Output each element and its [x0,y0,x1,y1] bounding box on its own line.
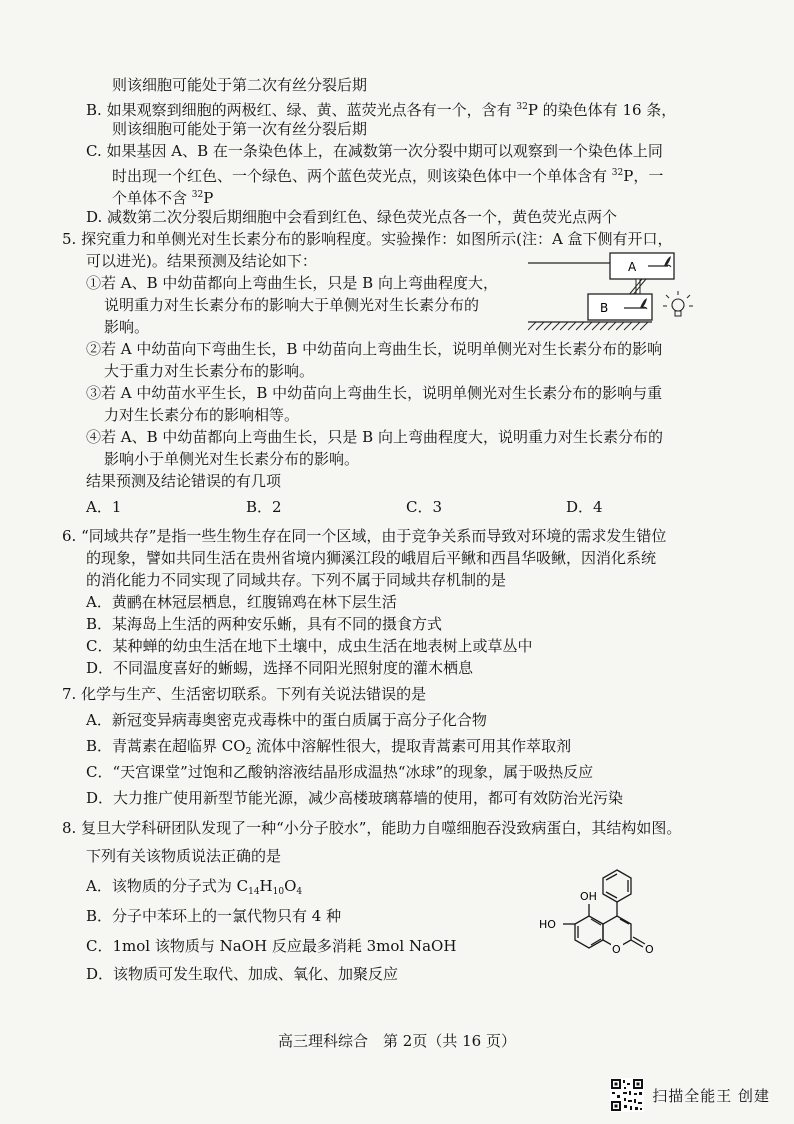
q5-statement-2-line-2: 大于重力对生长素分布的影响。 [104,362,315,380]
hydroxyl-top-label: OH [580,890,597,903]
q5-ground-hatch [528,322,652,330]
q4-option-d: D. 减数第二次分裂后期细胞中会看到红色、绿色荧光点各一个，黄色荧光点两个 [86,208,618,226]
q4-option-c-line-2: 时出现一个红色、一个绿色、两个蓝色荧光点，则该染色体中一个单体含有 $^{32}$P，一 [112,167,664,185]
q5-statement-4-line-2: 影响小于单侧光对生长素分布的影响。 [104,450,360,468]
q5-statement-1-line-1: ①若 A、B 中幼苗都向上弯曲生长，只是 B 向上弯曲程度大， [86,274,498,292]
q7-option-d: D．大力推广使用新型节能光源，减少高楼玻璃幕墙的使用，都可有效防治光污染 [86,789,624,807]
page-footer: 高三理科综合 第 2页（共 16 页） [278,1032,516,1050]
ketone-oxygen-label: O [645,943,654,956]
q8-option-c: C．1mol 该物质与 NaOH 反应最多消耗 3mol NaOH [86,937,457,955]
q5-box-b-label: B [600,301,609,315]
q4-option-a-continuation: 则该细胞可能处于第二次有丝分裂后期 [112,76,368,94]
q7-option-b: B．青蒿素在超临界 $CO_2$ 流体中溶解性很大，提取青蒿素可用其作萃取剂 [86,737,572,757]
q8-option-d: D．该物质可发生取代、加成、氧化、加聚反应 [86,965,399,983]
q6-option-a: A．黄鹂在林冠层栖息，红腹锦鸡在林下层生活 [86,593,397,611]
q7-option-a: A．新冠变异病毒奥密克戎毒株中的蛋白质属于高分子化合物 [86,711,487,729]
q5-statement-4-line-1: ④若 A、B 中幼苗都向上弯曲生长，只是 B 向上弯曲程度大，说明重力对生长素分布的 [86,428,663,446]
q5-option-c: C．3 [406,498,443,516]
benzo-ring [575,916,603,948]
q8-stem-line-1: 8. 复旦大学科研团队发现了一种“小分子胶水”，能助力自噬细胞吞没致病蛋白，其结构如图。 [62,819,682,837]
q5-box-a-label: A [628,260,637,274]
q8-stem-line-2: 下列有关该物质说法正确的是 [86,847,282,865]
q4-option-c-line-1: C. 如果基因 A、B 在一条染色体上，在减数第一次分裂中期可以观察到一个染色体上同 [86,142,663,160]
q5-option-b: B．2 [246,498,282,516]
scanner-label: 扫描全能王 创建 [652,1086,770,1105]
q6-option-c: C．某种蝉的幼虫生活在地下土壤中，成虫生活在地表树上或草丛中 [86,637,533,655]
scanner-watermark [610,1078,770,1112]
q4-option-c-line-3: 个单体不含 $^{32}$P [112,189,214,207]
q5-question: 结果预测及结论错误的有几项 [86,472,282,490]
q8-option-a: A．该物质的分子式为 $C_{14}H_{10}O_4$ [86,877,303,897]
phenyl-ring [603,870,631,902]
q4-option-b-line-2: 则该细胞可能处于第一次有丝分裂后期 [112,120,368,138]
q5-statement-1-line-2: 说明重力对生长素分布的影响大于单侧光对生长素分布的 [104,296,480,314]
q7-option-c: C．“天宫课堂”过饱和乙酸钠溶液结晶形成温热“冰球”的现象，属于吸热反应 [86,763,594,781]
q5-gravity-light-figure [528,250,718,334]
q8-chemical-structure [525,862,695,984]
q5-option-d: D．4 [566,498,603,516]
q5-statement-3-line-2: 力对生长素分布的影响相等。 [104,406,300,424]
ring-oxygen-label: O [612,943,621,956]
q5-statement-2-line-1: ②若 A 中幼苗向下弯曲生长，B 中幼苗向上弯曲生长，说明单侧光对生长素分布的影响 [86,340,663,358]
qr-code-icon [610,1078,644,1112]
q6-stem-line-3: 的消化能力不同实现了同域共存。下列不属于同域共存机制的是 [86,571,507,589]
q6-option-b: B．某海岛上生活的两种安乐蜥，具有不同的摄食方式 [86,615,443,633]
q5-statement-1-line-3: 影响。 [104,318,150,336]
q6-stem-line-2: 的现象，譬如共同生活在贵州省境内狮溪江段的峨眉后平鳅和西昌华吸鳅，因消化系统 [86,549,657,567]
q6-option-d: D．不同温度喜好的蜥蜴，选择不同阳光照射度的灌木栖息 [86,659,474,677]
q7-stem: 7. 化学与生产、生活密切联系。下列有关说法错误的是 [62,685,427,703]
q8-option-b: B．分子中苯环上的一氯代物只有 4 种 [86,907,342,925]
q5-stem-line-2: 可以进光)。结果预测及结论如下： [86,252,317,270]
lightbulb-icon [663,291,693,316]
q5-statement-3-line-1: ③若 A 中幼苗水平生长，B 中幼苗向上弯曲生长，说明单侧光对生长素分布的影响与重 [86,384,663,402]
q5-stem-line-1: 5. 探究重力和单侧光对生长素分布的影响程度。实验操作：如图所示(注：A 盒下侧有开口， [62,230,673,248]
q6-stem-line-1: 6. “同域共存”是指一些生物生存在同一个区域，由于竞争关系而导致对环境的需求发生错位 [62,527,667,545]
hydroxyl-left-label: HO [539,918,556,931]
q4-option-b-line-1: B. 如果观察到细胞的两极红、绿、黄、蓝荧光点各有一个，含有 $^{32}$P 的染色体有 16 条， [86,101,677,119]
q5-option-a: A．1 [86,498,122,516]
